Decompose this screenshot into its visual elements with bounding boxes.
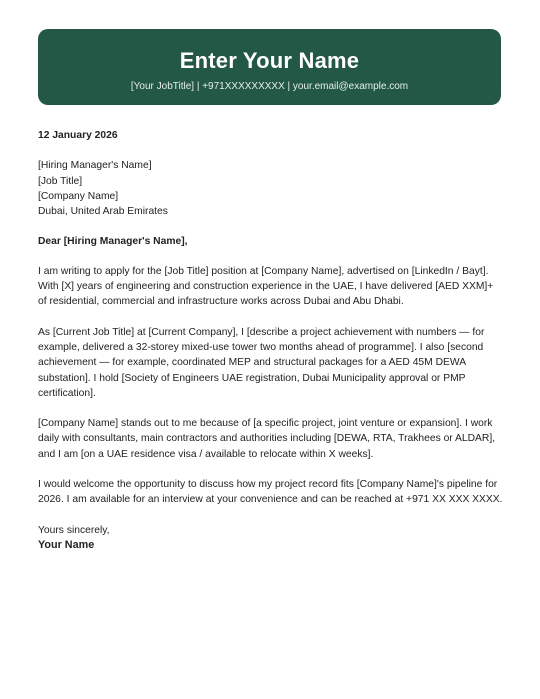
letter-body [38,128,504,553]
salutation: Dear [Hiring Manager's Name], [38,236,188,248]
recipient-title: [Job Title] [38,175,83,187]
paragraph-motivation: [Company Name] stands out to me because of [a specific project, joint venture or expansion]. I work daily with consultants, main contractors and authorities including [DEWA, RTA, Trakhees or ALDAR], and I am [on a UAE residence visa / available to relocate within X weeks]. [38,418,496,460]
recipient-name: [Hiring Manager's Name] [38,160,152,172]
paragraph-intro: I am writing to apply for the [Job Title] position at [Company Name], advertised on [LinkedIn / Bayt]. With [X] years of engineering and construction experience in the UAE, I have delivered [AED XXM]+ of residential, commercial and infrastructure works across Dubai and Abu Dhabi. [38,265,494,308]
sender-name: Enter Your Name [179,48,360,73]
letterhead-banner [38,29,501,105]
signature-name: Your Name [38,538,95,551]
letter-date: 12 January 2026 [38,130,118,141]
recipient-address [38,158,504,219]
sender-contact-line: [Your JobTitle] | +971XXXXXXXXX | your.email@example.com [130,81,409,92]
paragraph-closing: I would welcome the opportunity to discuss how my project record fits [Company Name]'s pipeline for 2026. I am available for an interview at your convenience and can be reached at +971 XX XXX XXXX. [38,479,503,506]
recipient-company: [Company Name] [38,190,119,202]
paragraph-achievements: As [Current Job Title] at [Current Company], I [describe a project achievement with numbers — for example, delivered a 32-storey mixed-use tower two months ahead of programme]. I also [second achievement — for example, coordinated MEP and structural packages for a AED 45M DEWA substation]. I hold [Society of Engineers UAE registration, Dubai Municipality approval or PMP certification]. [38,326,485,399]
closing-phrase: Yours sincerely, [38,524,110,536]
recipient-location: Dubai, United Arab Emirates [38,206,168,218]
